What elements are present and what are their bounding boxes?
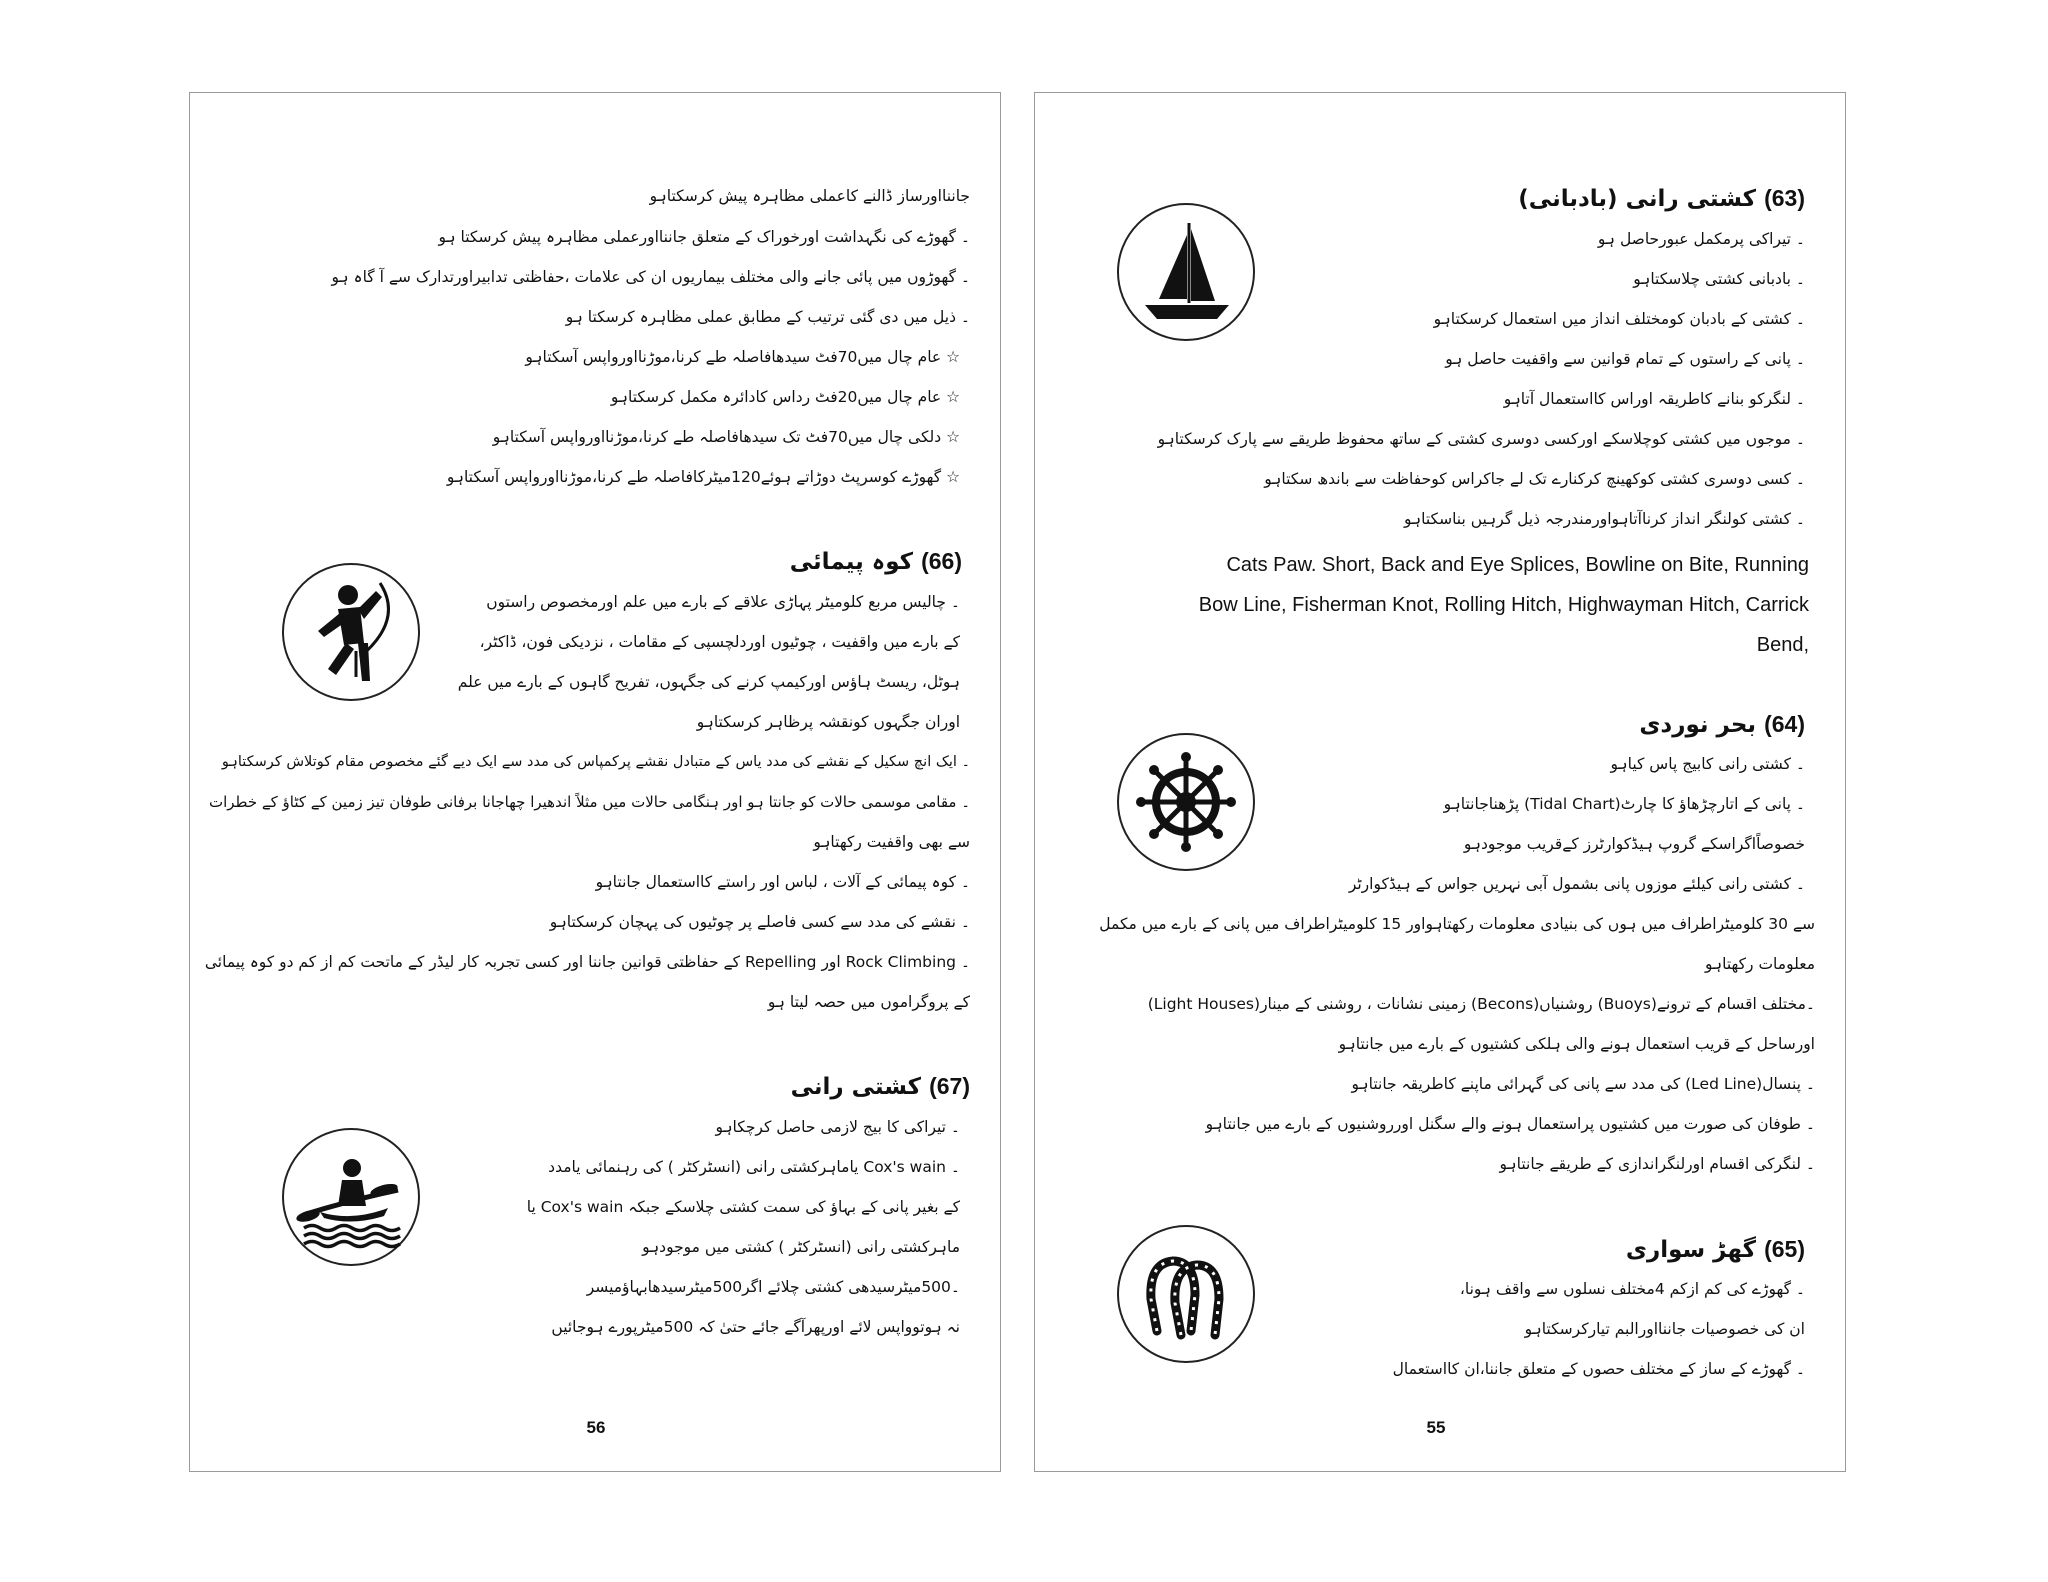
sailboat-icon	[1117, 203, 1255, 341]
text-line: ۔ کشتی کولنگر انداز کرناآتاہواورمندرجہ ذیل گرہیں بناسکتاہو	[1404, 510, 1805, 528]
text-line: ہوٹل، ریسٹ ہاؤس اورکیمپ کرنے کی جگہوں، تفریح گاہوں کے بارے میں علم	[457, 673, 960, 691]
text-line: ۔ نقشے کی مدد سے کسی فاصلے پر چوٹیوں کی پہچان کرسکتاہو	[549, 913, 970, 931]
horseshoe-icon	[1117, 1225, 1255, 1363]
text-line: ۔ تیراکی کا بیج لازمی حاصل کرچکاہو	[715, 1118, 960, 1136]
kayak-icon	[282, 1128, 420, 1266]
text-line: ۔ لنگرکی اقسام اورلنگراندازی کے طریقے جانتاہو	[1499, 1155, 1815, 1173]
text-line: ☆ دلکی چال میں70فٹ تک سیدھافاصلہ طے کرنا،موڑنااورواپس آسکتاہو	[492, 428, 960, 446]
section-63-number: (63)	[1764, 185, 1805, 211]
text-line: ۔ چالیس مربع کلومیٹر پہاڑی علاقے کے بارے میں علم اورمخصوص راستوں	[486, 593, 960, 611]
text-line: ۔ کشتی کے بادبان کومختلف انداز میں استعمال کرسکتاہو	[1433, 310, 1805, 328]
text-line: ۔500میٹرسیدھی کشتی چلائے اگر500میٹرسیدھابہاؤمیسر	[586, 1278, 960, 1296]
text-line: ۔مختلف اقسام کے ترونے(Buoys) روشنیاں(Becons) زمینی نشانات ، روشنی کے مینار(Light Houses)	[1147, 995, 1815, 1013]
text-line: ۔ گھوڑے کی کم ازکم 4مختلف نسلوں سے واقف ہونا،	[1459, 1280, 1805, 1298]
section-65-number: (65)	[1764, 1236, 1805, 1262]
text-line: کے بارے میں واقفیت ، چوٹیوں اوردلچسپی کے مقامات ، نزدیکی فون، ڈاکٹر،	[479, 633, 960, 651]
text-line: اورساحل کے قریب استعمال ہونے والی ہلکی کشتیوں کے بارے میں جانتاہو	[1338, 1035, 1815, 1053]
section-63-heading	[1518, 185, 1805, 212]
climber-icon	[282, 563, 420, 701]
text-line: خصوصاًاگراسکے گروپ ہیڈکوارٹرز کےقریب موجودہو	[1463, 835, 1805, 853]
section-63-title: کشتی رانی (بادبانی)	[1518, 186, 1757, 212]
page-number: 56	[586, 1418, 606, 1437]
section-65-title: گھڑ سواری	[1625, 1237, 1757, 1263]
text-line: ۔ پانی کے اتارچڑھاؤ کا چارٹ(Tidal Chart) پڑھناجانتاہو	[1443, 795, 1805, 813]
page-number: 55	[1426, 1418, 1446, 1437]
text-line: ۔ بادبانی کشتی چلاسکتاہو	[1633, 270, 1805, 288]
text-line: ۔ کسی دوسری کشتی کوکھینچ کرکنارے تک لے جاکراس کوحفاظت سے باندھ سکتاہو	[1264, 470, 1805, 488]
text-line: ان کی خصوصیات جاننااورالبم تیارکرسکتاہو	[1524, 1320, 1805, 1338]
text-line: ۔ گھوڑوں میں پائی جانے والی مختلف بیماریوں ان کی علامات ،حفاظتی تدابیراورتدارک سے آ گاہ ہو	[331, 268, 970, 286]
text-line: ۔ ذیل میں دی گئی ترتیب کے مطابق عملی مظاہرہ کرسکتا ہو	[565, 308, 970, 326]
text-line: ۔ پانی کے راستوں کے تمام قوانین سے واقفیت حاصل ہو	[1445, 350, 1805, 368]
section-66-heading	[790, 548, 962, 575]
page-56	[189, 92, 1001, 1472]
text-line: ۔ طوفان کی صورت میں کشتیوں پراستعمال ہونے والے سگنل اورروشنیوں کے بارے میں جانتاہو	[1205, 1115, 1815, 1133]
text-line: ۔ ایک انچ سکیل کے نقشے کی مدد یاس کے متبادل نقشے پرکمپاس کی مدد سے ایک دیے گئے مخصوص مقام کوتلاش کرسکتاہو	[221, 754, 970, 770]
text-line: ۔ پنسال(Led Line) کی مدد سے پانی کی گہرائی ماپنے کاطریقہ جانتاہو	[1351, 1075, 1815, 1093]
section-64-heading	[1639, 711, 1805, 738]
text-line: سے بھی واقفیت رکھتاہو	[813, 833, 970, 851]
text-line: ☆ عام چال میں20فٹ رداس کادائرہ مکمل کرسکتاہو	[610, 388, 960, 406]
text-line: ماہرکشتی رانی (انسٹرکٹر ) کشتی میں موجودہو	[642, 1238, 960, 1256]
text-line: ۔ Cox's wain یاماہرکشتی رانی (انسٹرکٹر ) کی رہنمائی یامدد	[548, 1158, 960, 1176]
text-line: ۔ موجوں میں کشتی کوچلاسکے اورکسی دوسری کشتی کے ساتھ محفوظ طریقے سے پارک کرسکتاہو	[1157, 430, 1805, 448]
section-67-number: (67)	[929, 1073, 970, 1099]
text-line: ☆ گھوڑے کوسرپٹ دوڑاتے ہوئے120میٹرکافاصلہ طے کرنا،موڑنااورواپس آسکتاہو	[446, 468, 960, 486]
text-line: ۔ تیراکی پرمکمل عبورحاصل ہو	[1597, 230, 1805, 248]
section-67-title: کشتی رانی	[790, 1074, 922, 1100]
text-line: جاننااورساز ڈالنے کاعملی مظاہرہ پیش کرسکتاہو	[649, 187, 970, 205]
text-line: اوران جگہوں کونقشہ پرظاہر کرسکتاہو	[696, 713, 960, 731]
text-line: ۔ لنگرکو بنانے کاطریقہ اوراس کااستعمال آتاہو	[1503, 390, 1805, 408]
knots-line: Cats Paw. Short, Back and Eye Splices, Bowline on Bite, Running	[1226, 554, 1809, 576]
text-line: ۔ کوہ پیمائی کے آلات ، لباس اور راستے کااستعمال جانتاہو	[595, 873, 970, 891]
text-line: ۔ گھوڑے کے ساز کے مختلف حصوں کے متعلق جاننا،ان کااستعمال	[1392, 1360, 1805, 1378]
text-line: سے 30 کلومیٹراطراف میں ہوں کی بنیادی معلومات رکھتاہواور 15 کلومیٹراطراف میں پانی کے بارے میں مکمل	[1099, 915, 1815, 933]
text-line: ۔ Rock Climbing اور Repelling کے حفاظتی قوانین جاننا اور کسی تجربہ کار لیڈر کے ماتحت کم از کم دو کوہ پیمائی	[204, 953, 970, 971]
text-line: ۔ کشتی رانی کیلئے موزوں پانی بشمول آبی نہریں جواس کے ہیڈکوارٹر	[1348, 875, 1805, 893]
section-66-number: (66)	[921, 548, 962, 574]
knots-line: Bow Line, Fisherman Knot, Rolling Hitch, Highwayman Hitch, Carrick	[1198, 594, 1809, 616]
text-line: ۔ گھوڑے کی نگہداشت اورخوراک کے متعلق جاننااورعملی مظاہرہ پیش کرسکتا ہو	[438, 228, 970, 246]
section-64-title: بحر نوردی	[1639, 712, 1757, 738]
text-line: ۔ مقامی موسمی حالات کو جانتا ہو اور ہنگامی حالات میں مثلاً اندھیرا چھاجانا برفانی طوفان تیز زمین کے کٹاؤ کے خطرات	[208, 793, 970, 811]
text-line: نہ ہوتوواپس لائے اورپھرآگے جائے حتیٰ کہ 500میٹرپورے ہوجائیں	[551, 1318, 960, 1336]
text-line: معلومات رکھتاہو	[1705, 955, 1815, 973]
knots-list	[1079, 545, 1809, 665]
page-55	[1034, 92, 1846, 1472]
knots-line: Bend,	[1756, 634, 1809, 656]
section-66-title: کوہ پیمائی	[789, 549, 914, 575]
text-line: کے پروگراموں میں حصہ لیتا ہو	[767, 993, 970, 1011]
ship-wheel-icon	[1117, 733, 1255, 871]
text-line: ۔ کشتی رانی کابیج پاس کیاہو	[1610, 755, 1805, 773]
section-67-heading	[791, 1073, 970, 1100]
section-64-number: (64)	[1764, 711, 1805, 737]
text-line: ☆ عام چال میں70فٹ سیدھافاصلہ طے کرنا،موڑنااورواپس آسکتاہو	[525, 348, 960, 366]
section-65-heading	[1626, 1236, 1805, 1263]
text-line: کے بغیر پانی کے بہاؤ کی سمت کشتی چلاسکے جبکہ Cox's wain یا	[526, 1198, 960, 1216]
